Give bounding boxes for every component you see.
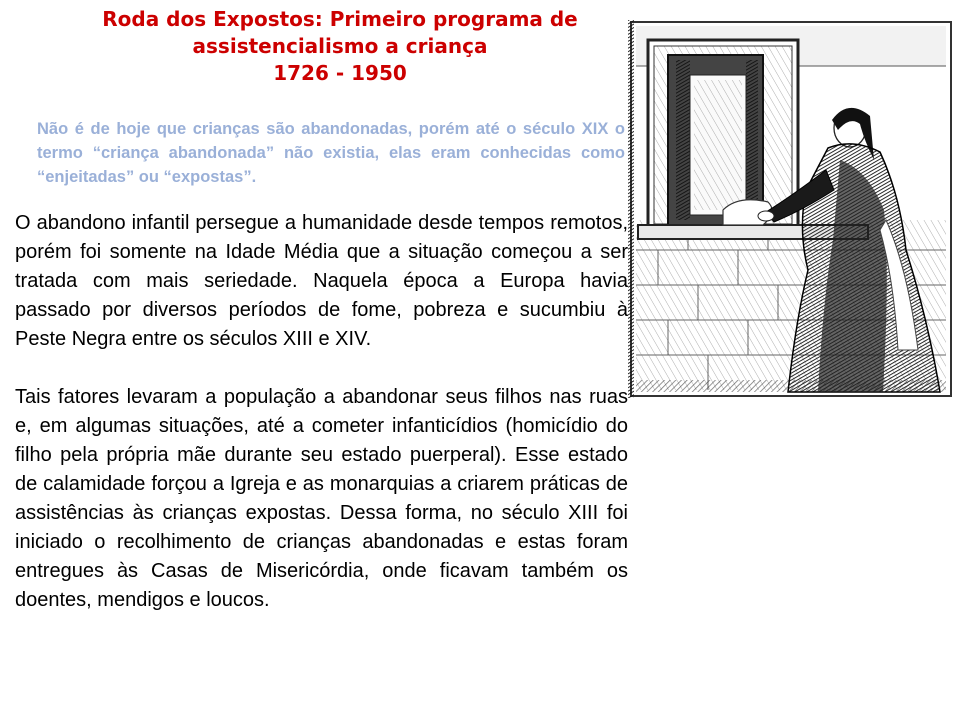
body-text	[15, 209, 628, 615]
paragraph-1: O abandono infantil persegue a humanidade desde tempos remotos, porém foi somente na Idade Média que a situação começou a ser tratada com mais seriedade. Naquela época a Europa havia passado por diversos períodos de fome, pobreza e sucumbiu à Peste Negra entre os séculos XIII e XIV.	[15, 212, 628, 350]
subtitle-quote: Não é de hoje que crianças são abandonadas, porém até o século XIX o termo “criança abandonada” não existia, elas eram conhecidas como “enjeitadas” ou “expostas”.	[37, 120, 625, 186]
slide-title	[40, 6, 640, 87]
title-line-3: 1726 - 1950	[273, 61, 407, 85]
paragraph-2: Tais fatores levaram a população a abandonar seus filhos nas ruas e, em algumas situações, até a cometer infanticídios (homicídio do filho pela própria mãe durante seu estado puerperal). Esse estado de calamidade forçou a Igreja e as monarquias a criarem práticas de assistências às crianças expostas. Dessa forma, no século XIII foi iniciado o recolhimento de crianças abandonadas e estas foram entregues às Casas de Misericórdia, onde ficavam também os doentes, mendigos e loucos.	[15, 386, 628, 611]
title-line-2: assistencialismo a criança	[192, 34, 488, 58]
title-line-1: Roda dos Expostos: Primeiro programa de	[102, 7, 578, 31]
foundling-wheel-illustration	[628, 20, 958, 398]
